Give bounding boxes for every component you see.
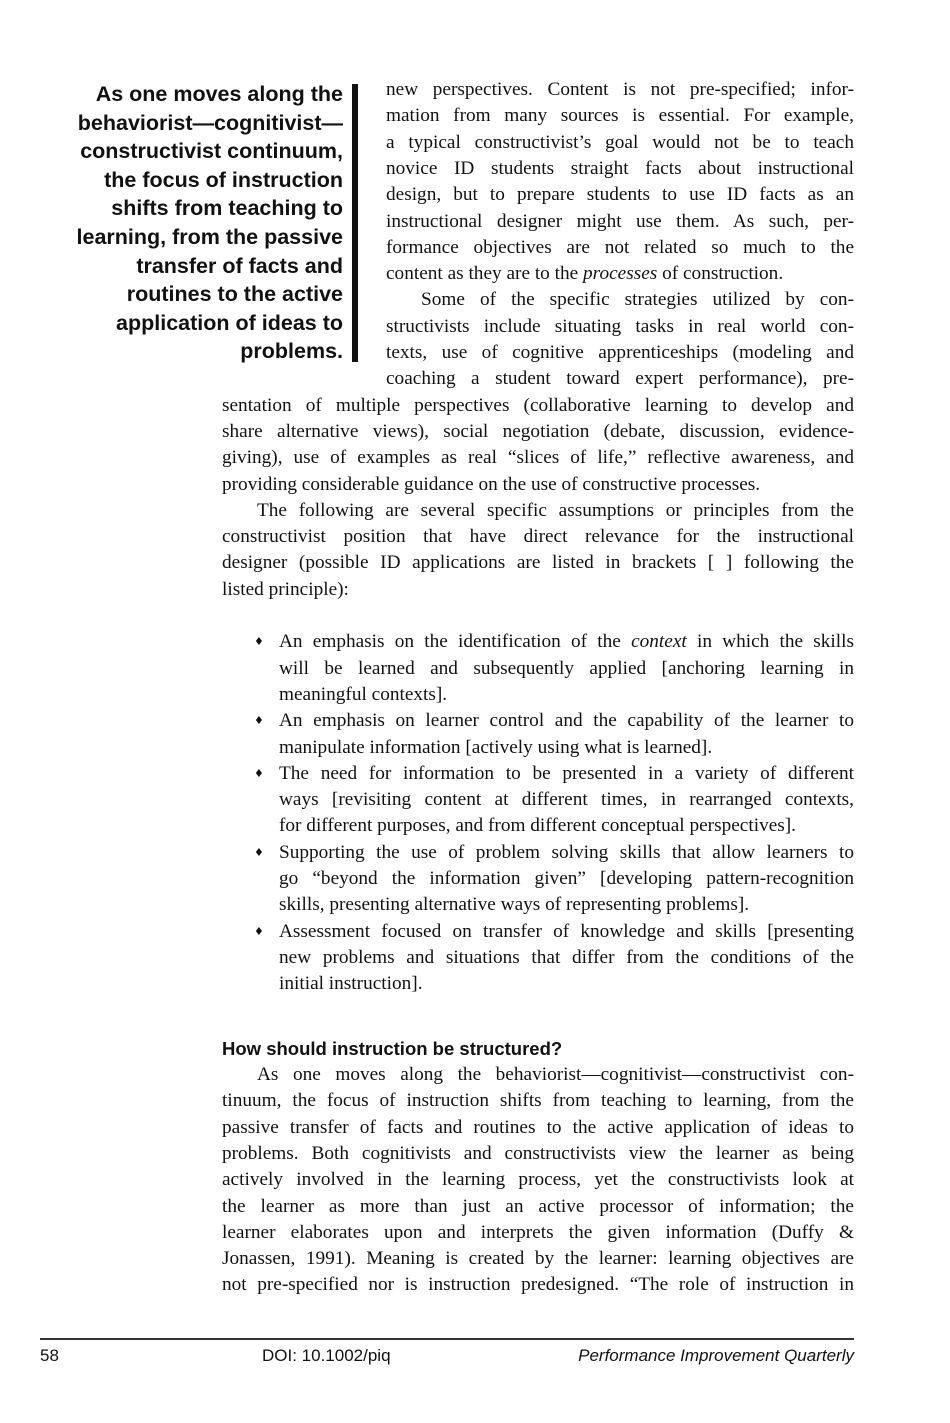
text-line: As one moves along the behaviorist—cognitivist—constructivist con- (257, 1064, 854, 1085)
text-line: the learner as more than just an active processor of information; the (222, 1195, 854, 1217)
text-line: listed principle): (222, 578, 349, 600)
text-line: An emphasis on the identification of the context in which the skills (279, 631, 854, 653)
text-line: design, but to prepare students to use ID facts as an (386, 184, 854, 206)
footer-rule (40, 1338, 854, 1340)
journal-title: Performance Improvement Quarterly (578, 1346, 854, 1365)
text-line: ways [revisiting content at different times, in rearranged contexts, (279, 789, 854, 811)
text-line: Supporting the use of problem solving skills that allow learners to (279, 841, 854, 863)
text-line: meaningful contexts]. (279, 683, 448, 705)
page-number: 58 (40, 1346, 59, 1365)
text-line: Assessment focused on transfer of knowledge and skills [presenting (279, 920, 854, 942)
text-line: designer (possible ID applications are listed in brackets [ ] following the (222, 552, 854, 574)
text-line: coaching a student toward expert performance), pre- (386, 368, 854, 390)
text-line: Jonassen, 1991). Meaning is created by the learner: learning objectives are (222, 1248, 854, 1270)
text-line: An emphasis on learner control and the capability of the learner to (279, 710, 854, 732)
pull-quote-line: the focus of instruction (104, 167, 343, 192)
text-line: content as they are to the processes of construction. (386, 263, 784, 285)
pull-quote-line: constructivist continuum, (80, 139, 343, 164)
text-line: not pre-specified nor is instruction predesigned. “The role of instruction in (222, 1274, 854, 1296)
text-line: passive transfer of facts and routines to the active application of ideas to (222, 1116, 854, 1138)
text-line: go “beyond the information given” [developing pattern-recognition (279, 868, 854, 889)
text-line: providing considerable guidance on the use of constructive processes. (222, 473, 761, 495)
text-line: The following are several specific assumptions or principles from the (257, 499, 854, 521)
pull-quote-line: problems. (240, 339, 343, 364)
pull-quote-line: routines to the active (126, 282, 343, 307)
text-line: share alternative views), social negotiation (debate, discussion, evidence- (222, 420, 854, 442)
pull-quote-line: application of ideas to (116, 310, 343, 335)
text-line: skills, presenting alternative ways of representing problems]. (279, 894, 750, 916)
bullet-diamond-icon: ♦ (254, 635, 264, 649)
text-line: instructional designer might use them. As such, per- (386, 210, 854, 232)
text-line: novice ID students straight facts about instructional (386, 157, 854, 179)
text-line: for different purposes, and from different conceptual perspectives]. (279, 815, 797, 837)
bullet-diamond-icon: ♦ (254, 714, 264, 728)
text-line: tinuum, the focus of instruction shifts from teaching to learning, from the (222, 1090, 854, 1112)
text-line: The need for information to be presented in a variety of different (279, 762, 854, 784)
pull-quote-line: behaviorist—cognitivist— (77, 110, 343, 135)
section-heading: How should instruction be structured? (222, 1038, 563, 1059)
text-line: constructivist position that have direct relevance for the instructional (222, 526, 854, 548)
pull-quote (40, 80, 343, 366)
text-line: initial instruction]. (279, 973, 423, 995)
text-line: learner elaborates upon and interprets the given information (Duffy & (222, 1221, 854, 1243)
text-line: sentation of multiple perspectives (collaborative learning to develop and (222, 394, 854, 416)
pull-quote-line: learning, from the passive (76, 224, 343, 249)
bullet-diamond-icon: ♦ (254, 924, 264, 938)
pull-quote-line: shifts from teaching to (111, 196, 343, 221)
bullet-diamond-icon: ♦ (254, 766, 264, 780)
text-line: formance objectives are not related so much to the (386, 236, 854, 258)
doi: DOI: 10.1002/piq (262, 1346, 391, 1365)
text-line: structivists include situating tasks in real world con- (386, 315, 854, 337)
pull-quote-line: As one moves along the (95, 82, 343, 106)
text-line: new problems and situations that differ from the conditions of the (279, 946, 854, 968)
text-line: mation from many sources is essential. For example, (386, 105, 854, 127)
pull-quote-line: transfer of facts and (136, 253, 343, 278)
pull-quote-bar (352, 84, 358, 362)
text-line: will be learned and subsequently applied [anchoring learning in (279, 657, 854, 679)
text-line: Some of the specific strategies utilized by con- (421, 289, 854, 311)
text-line: new perspectives. Content is not pre-specified; infor- (386, 79, 854, 100)
text-line: manipulate information [actively using what is learned]. (279, 736, 713, 758)
text-line: texts, use of cognitive apprenticeships (modeling and (386, 342, 854, 363)
text-line: actively involved in the learning process, yet the constructivists look at (222, 1169, 854, 1191)
bullet-diamond-icon: ♦ (254, 845, 264, 859)
text-line: giving), use of examples as real “slices of life,” reflective awareness, and (222, 447, 854, 469)
text-line: a typical constructivist’s goal would not be to teach (386, 131, 854, 153)
text-line: problems. Both cognitivists and constructivists view the learner as being (222, 1142, 854, 1164)
